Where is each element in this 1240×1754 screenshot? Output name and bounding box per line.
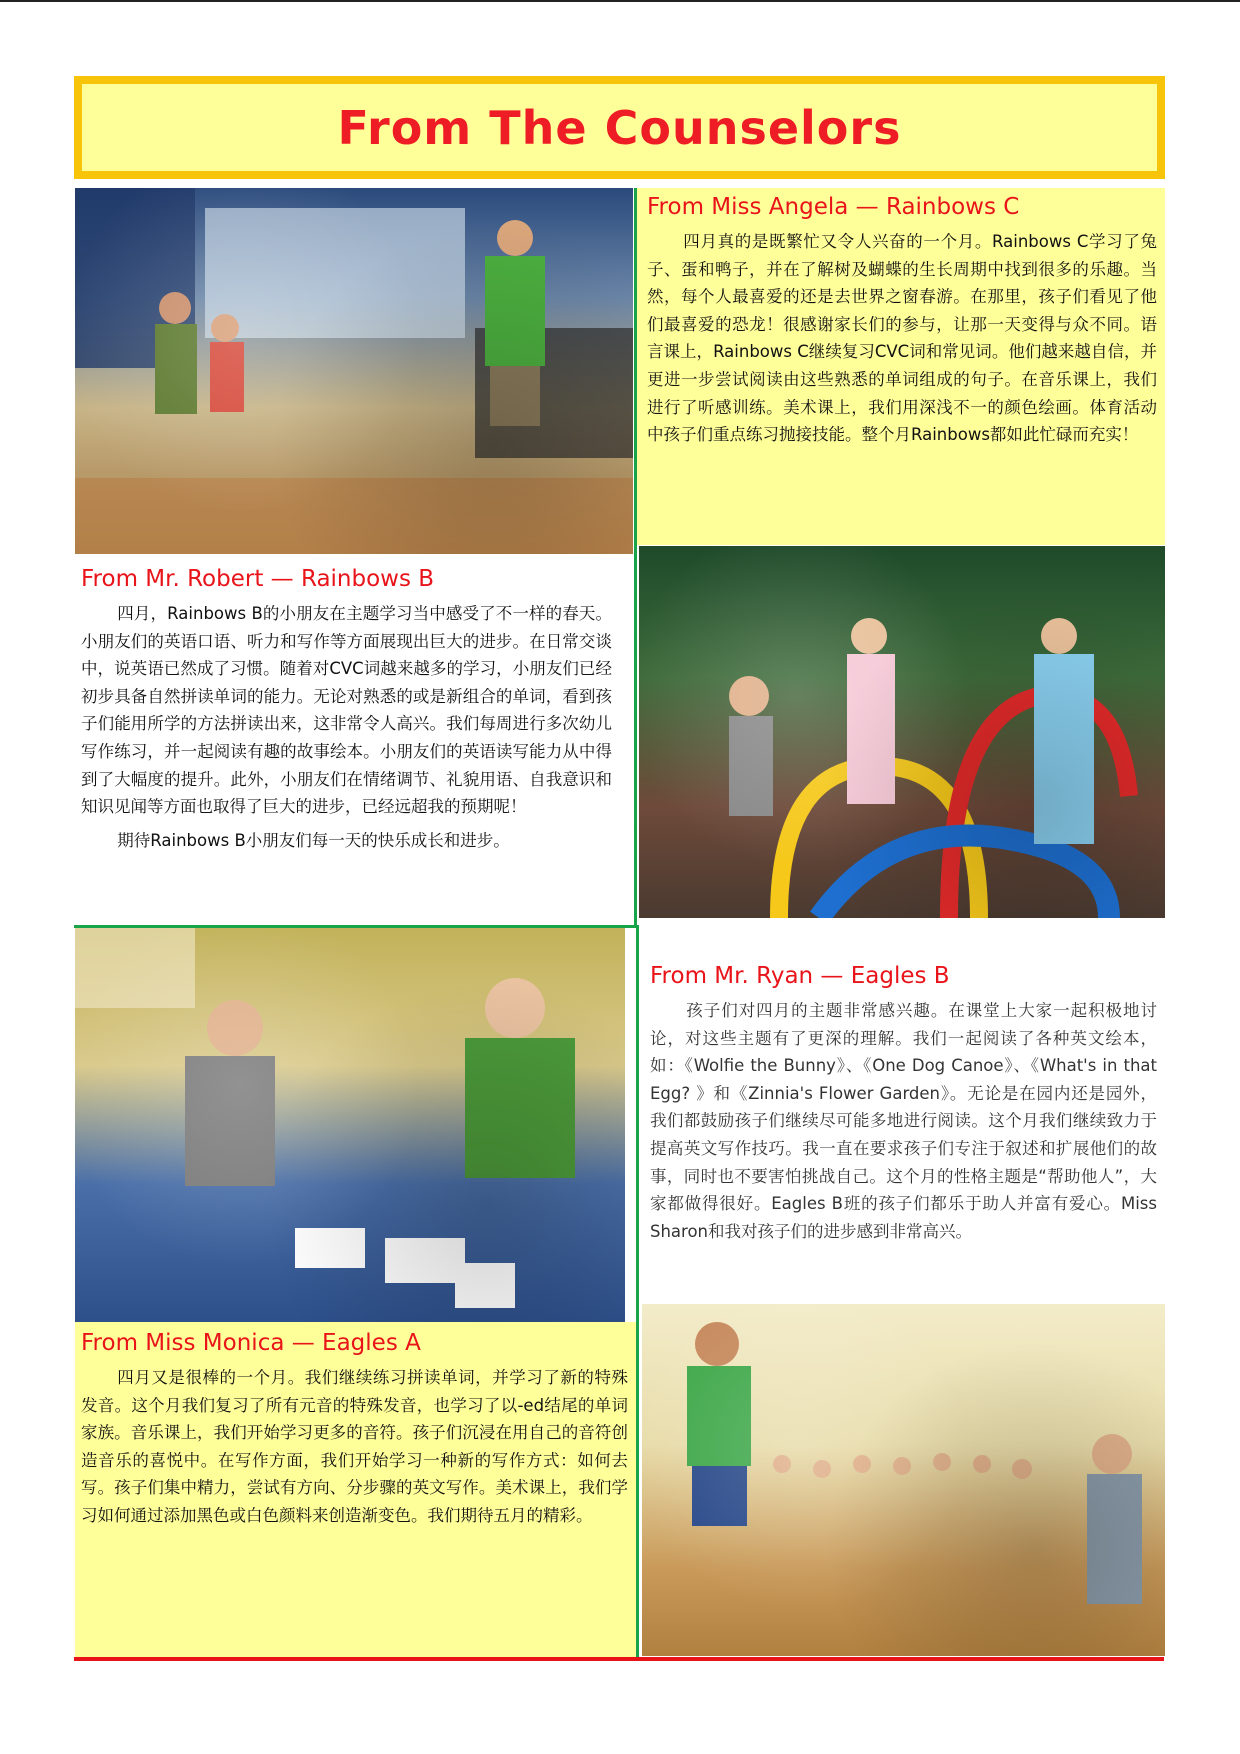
column-divider-lower xyxy=(636,925,639,1657)
section-title-ryan: From Mr. Ryan — Eagles B xyxy=(650,963,950,989)
photo-music-circle xyxy=(642,1304,1165,1656)
page-title: From The Counselors xyxy=(337,100,902,155)
section-body-monica: 四月又是很棒的一个月。我们继续练习拼读单词，并学习了新的特殊发音。这个月我们复习了所有元音的特殊发音，也学习了以-ed结尾的单词家族。音乐课上，我们开始学习更多的音符。孩子们沉浸在用自己的音符创造音乐的喜悦中。在写作方面，我们开始学习一种新的写作方式：如何去写。孩子们集中精力，尝试有方向、分步骤的英文写作。美术课上，我们学习如何通过添加黑色或白色颜料来创造渐变色。我们期待五月的精彩。 xyxy=(81,1368,628,1525)
section-body-ryan: 孩子们对四月的主题非常感兴趣。在课堂上大家一起积极地讨论，对这些主题有了更深的理解。我们一起阅读了各种英文绘本，如：《Wolfie the Bunny》、《One Dog Canoe》、《What's in that Egg? 》和《Zinnia's Flower Garden》。无论是在园内还是园外，我们都鼓励孩子们继续尽可能多地进行阅读。这个月我们继续致力于提高英文写作技巧。我一直在要求孩子们专注于叙述和扩展他们的故事，同时也不要害怕挑战自己。这个月的性格主题是“帮助他人”，大家都做得很好。Eagles B班的孩子们都乐于助人并富有爱心。Miss Sharon和我对孩子们的进步感到非常高兴。 xyxy=(650,1001,1157,1241)
section-body-robert-2: 期待Rainbows B小朋友们每一天的快乐成长和进步。 xyxy=(117,830,510,850)
section-title-monica: From Miss Monica — Eagles A xyxy=(81,1330,421,1356)
section-body-robert-1: 四月，Rainbows B的小朋友在主题学习当中感受了不一样的春天。小朋友们的英语口语、听力和写作等方面展现出巨大的进步。在日常交谈中，说英语已然成了习惯。随着对CVC词越来越多的学习，小朋友们已经初步具备自然拼读单词的能力。无论对熟悉的或是新组合的单词，看到孩子们能用所学的方法拼读出来，这非常令人高兴。我们每周进行多次幼儿写作练习，并一起阅读有趣的故事绘本。小朋友们的英语读写能力从中得到了大幅度的提升。此外，小朋友们在情绪调节、礼貌用语、自我意识和知识见闻等方面也取得了巨大的进步，已经远超我的预期呢！ xyxy=(81,604,612,817)
bottom-rule xyxy=(74,1657,1164,1661)
section-body-angela: 四月真的是既繁忙又令人兴奋的一个月。Rainbows C学习了兔子、蛋和鸭子，并在了解树及蝴蝶的生长周期中找到很多的乐趣。当然，每个人最喜爱的还是去世界之窗春游。在那里，孩子们看见了他们最喜爱的恐龙！很感谢家长们的参与，让那一天变得与众不同。语言课上，Rainbows C继续复习CVC词和常见词。他们越来越自信，并更进一步尝试阅读由这些熟悉的单词组成的句子。在音乐课上，我们进行了听感训练。美术课上，我们用深浅不一的颜色绘画。体育活动中孩子们重点练习抛接技能。整个月Rainbows都如此忙碌而充实！ xyxy=(647,232,1157,445)
section-robert xyxy=(75,566,630,926)
column-divider-upper xyxy=(634,188,637,928)
photo-reading-rug xyxy=(75,928,625,1322)
section-title-robert: From Mr. Robert — Rainbows B xyxy=(81,566,435,592)
header-banner xyxy=(74,76,1165,179)
photo-classroom-teacher-robert xyxy=(75,188,633,554)
section-monica xyxy=(75,1322,636,1657)
section-angela xyxy=(637,188,1165,545)
photo-playground-hoops xyxy=(639,546,1165,918)
section-ryan xyxy=(642,963,1165,1293)
top-rule xyxy=(0,0,1240,2)
section-title-angela: From Miss Angela — Rainbows C xyxy=(647,194,1020,220)
